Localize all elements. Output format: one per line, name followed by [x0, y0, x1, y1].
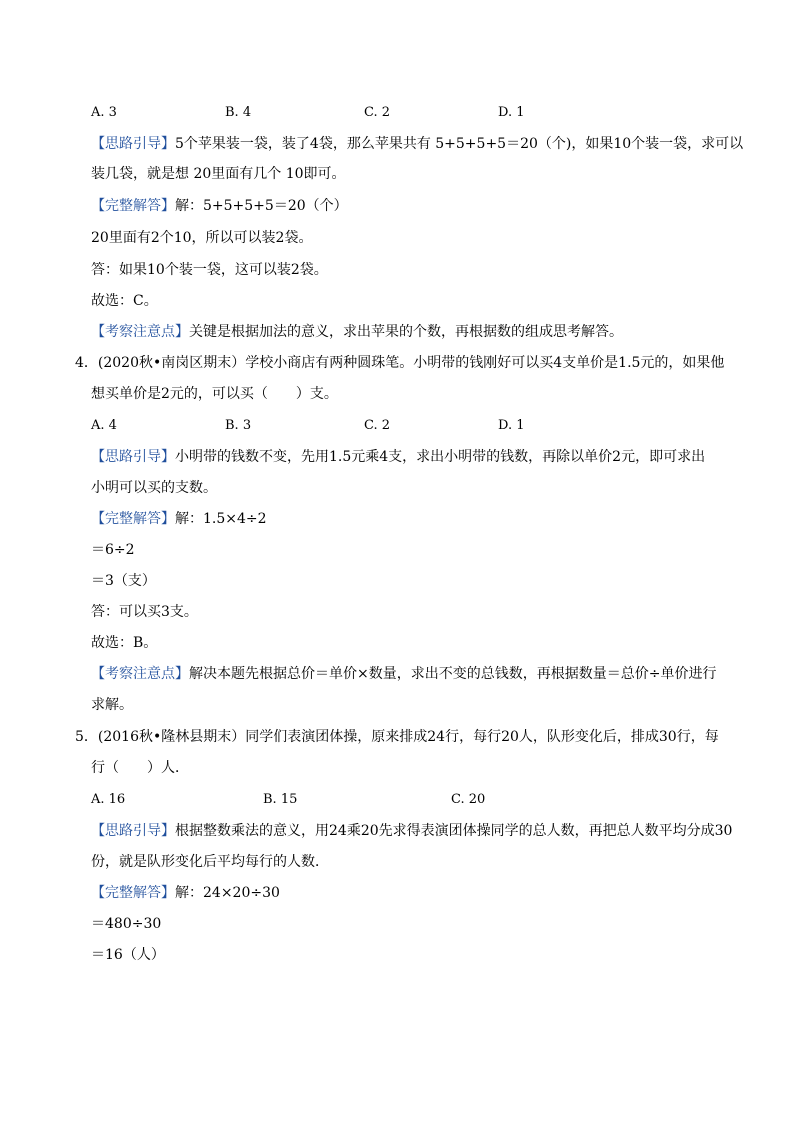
- q5-answer-line3: ＝16（人）: [91, 947, 165, 963]
- q3-answer-line4: 故选：C。: [91, 293, 158, 309]
- q4-option-d: D. 1: [498, 418, 525, 433]
- q4-note-line1: [91, 666, 731, 682]
- answer-tag: 【完整解答】: [91, 511, 175, 527]
- hint-tag: 【思路引导】: [91, 823, 175, 839]
- q5-answer-line1: [91, 885, 731, 901]
- q4-note-text1: 解决本题先根据总价＝单价×数量，求出不变的总钱数，再根据数量＝总价÷单价进行: [189, 666, 717, 682]
- q4-option-c: C. 2: [364, 418, 391, 433]
- q4-answer-line4: 答：可以买3支。: [91, 604, 198, 620]
- q4-note-line2: 求解。: [91, 697, 133, 713]
- q3-option-c: C. 2: [364, 105, 391, 120]
- q3-hint-line1: [91, 136, 744, 152]
- q5-option-a: A. 16: [91, 792, 126, 807]
- q4-option-b: B. 3: [225, 418, 252, 433]
- q5-hint-text1: 根据整数乘法的意义，用24乘20先求得表演团体操同学的总人数，再把总人数平均分成30: [175, 823, 733, 839]
- q4-answer-text1: 解：1.5×4÷2: [175, 511, 267, 527]
- hint-tag: 【思路引导】: [91, 449, 175, 465]
- q3-note-line: [91, 324, 731, 340]
- q4-hint-line2: 小明可以买的支数。: [91, 480, 217, 496]
- note-tag: 【考察注意点】: [91, 324, 189, 340]
- q4-option-a: A. 4: [91, 418, 117, 433]
- q4-stem-line1: 4．(2020秋•南岗区期末）学校小商店有两种圆珠笔。小明带的钱刚好可以买4支单价是1.5元的，如果他: [75, 355, 725, 371]
- q3-hint-text1: 5个苹果装一袋，装了4袋，那么苹果共有 5+5+5+5＝20（个)，如果10个装一袋，求可以: [175, 136, 744, 152]
- q4-answer-line5: 故选：B。: [91, 635, 158, 651]
- q4-answer-line3: ＝3（支）: [91, 573, 156, 589]
- q3-answer-line1: [91, 198, 731, 214]
- q5-stem-line2: 行（ ）人．: [91, 760, 189, 776]
- q5-answer-text1: 解：24×20÷30: [175, 885, 280, 901]
- answer-tag: 【完整解答】: [91, 885, 175, 901]
- answer-tag: 【完整解答】: [91, 198, 175, 214]
- hint-tag: 【思路引导】: [91, 136, 175, 152]
- q3-answer-text1: 解：5+5+5+5＝20（个）: [175, 198, 348, 214]
- q4-answer-line2: ＝6÷2: [91, 542, 135, 558]
- q3-answer-line2: 20里面有2个10，所以可以装2袋。: [91, 230, 313, 246]
- q4-hint-line1: [91, 449, 731, 465]
- q3-note-text: 关键是根据加法的意义，求出苹果的个数，再根据数的组成思考解答。: [189, 324, 623, 340]
- q3-answer-line3: 答：如果10个装一袋，这可以装2袋。: [91, 262, 328, 278]
- q3-option-a: A. 3: [91, 105, 117, 120]
- q3-option-b: B. 4: [225, 105, 252, 120]
- q5-hint-line1: [91, 823, 731, 839]
- q3-option-d: D. 1: [498, 105, 525, 120]
- q4-stem-line2: 想买单价是2元的，可以买（ ）支。: [91, 386, 338, 402]
- q4-hint-text1: 小明带的钱数不变，先用1.5元乘4支，求出小明带的钱数，再除以单价2元，即可求出: [175, 449, 706, 465]
- q5-option-b: B. 15: [263, 792, 298, 807]
- q3-hint-line2: 装几袋，就是想 20里面有几个 10即可。: [91, 166, 346, 182]
- q5-option-c: C. 20: [451, 792, 486, 807]
- q5-hint-line2: 份，就是队形变化后平均每行的人数．: [91, 854, 329, 870]
- q5-stem-line1: 5．(2016秋•隆林县期末）同学们表演团体操，原来排成24行，每行20人，队形变化后，排成30行，每: [75, 729, 719, 745]
- q4-answer-line1: [91, 511, 731, 527]
- note-tag: 【考察注意点】: [91, 666, 189, 682]
- q5-answer-line2: ＝480÷30: [91, 916, 162, 932]
